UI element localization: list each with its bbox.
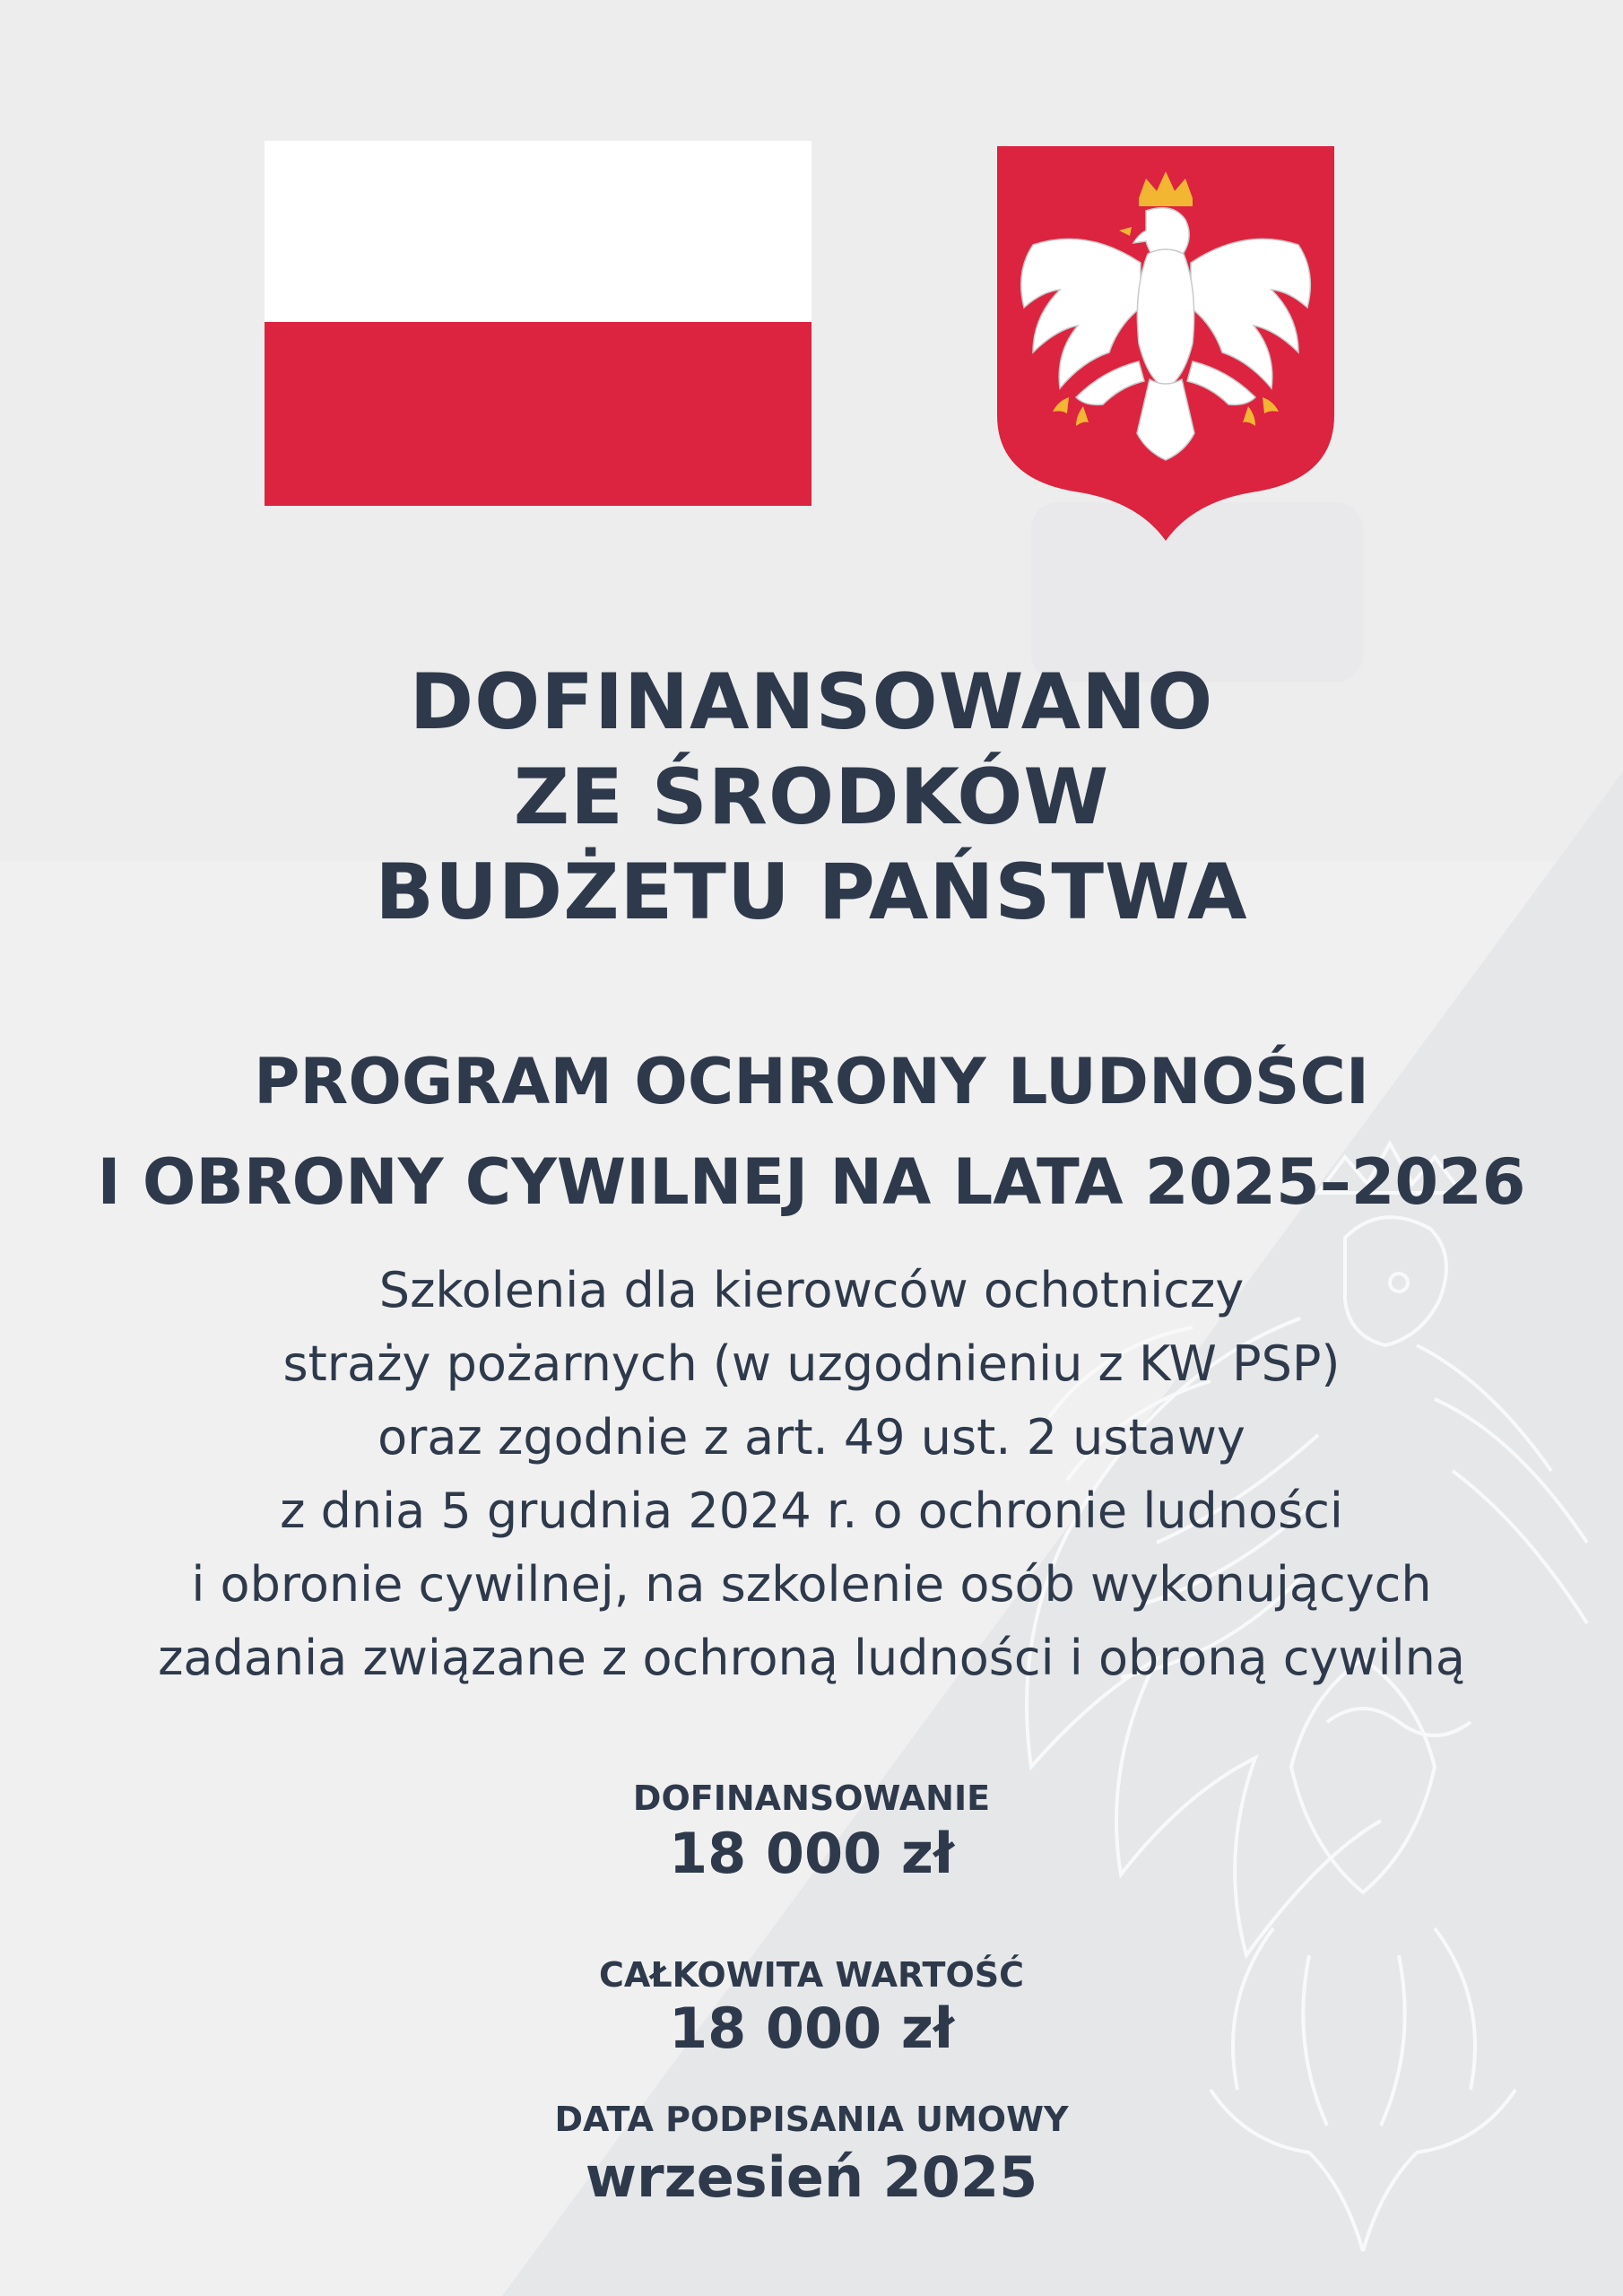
main-heading	[0, 655, 1623, 940]
description-line: Szkolenia dla kierowców ochotniczy	[378, 1262, 1245, 1318]
program-title	[0, 1031, 1623, 1232]
signing-date-label: DATA PODPISANIA UMOWY	[554, 2100, 1069, 2139]
heading-line: DOFINANSOWANO	[409, 657, 1214, 747]
description-line: zadania związane z ochroną ludności i obroną cywilną	[158, 1630, 1465, 1686]
flag-white-stripe	[265, 141, 812, 322]
description-line: z dnia 5 grudnia 2024 r. o ochronie ludności	[280, 1483, 1343, 1539]
description-line: i obronie cywilnej, na szkolenie osób wykonujących	[191, 1556, 1432, 1613]
heading-line: ZE ŚRODKÓW	[513, 752, 1110, 842]
total-value-label: CAŁKOWITA WARTOŚĆ	[598, 1955, 1025, 1995]
signing-date-value: wrzesień 2025	[585, 2144, 1038, 2210]
polish-eagle-emblem-icon	[997, 146, 1334, 541]
polish-flag	[265, 141, 812, 506]
program-description	[0, 1254, 1623, 1695]
funding-label: DOFINANSOWANIE	[632, 1779, 991, 1818]
total-value: 18 000 zł	[669, 1996, 954, 2061]
program-line: I OBRONY CYWILNEJ NA LATA 2025–2026	[97, 1145, 1526, 1219]
description-line: oraz zgodnie z art. 49 ust. 2 ustawy	[378, 1409, 1245, 1465]
funding-value: 18 000 zł	[669, 1821, 954, 1886]
program-line: PROGRAM OCHRONY LUDNOŚCI	[254, 1045, 1369, 1118]
heading-line: BUDŻETU PAŃSTWA	[375, 848, 1248, 937]
flag-red-stripe	[265, 322, 812, 506]
description-line: straży pożarnych (w uzgodnieniu z KW PSP)	[282, 1335, 1341, 1392]
